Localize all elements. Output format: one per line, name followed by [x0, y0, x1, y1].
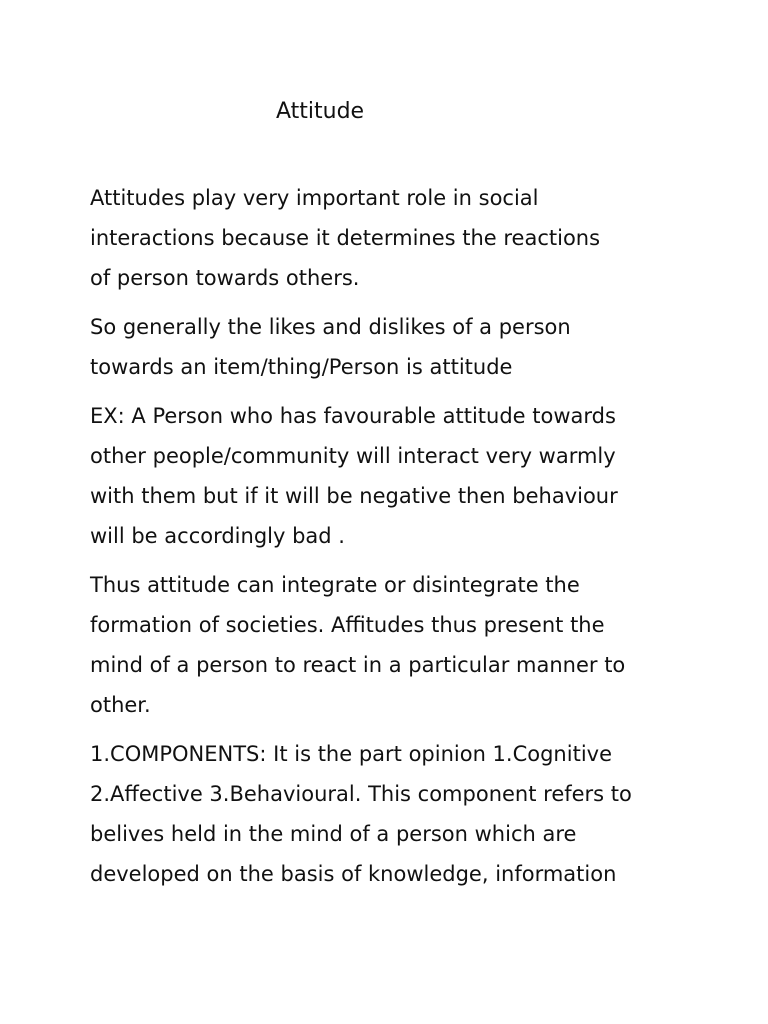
document-title: Attitude — [276, 99, 365, 124]
text-line: 1.COMPONENTS: It is the part opinion 1.Cognitive — [90, 742, 612, 766]
text-line: other. — [90, 693, 151, 717]
paragraph-3 — [90, 396, 690, 556]
text-line: EX: A Person who has favourable attitude towards — [90, 404, 616, 428]
text-line: mind of a person to react in a particular manner to — [90, 653, 626, 677]
text-line: belives held in the mind of a person which are — [90, 822, 577, 846]
document-body — [90, 178, 690, 903]
text-line: Attitudes play very important role in social — [90, 186, 539, 210]
paragraph-5 — [90, 734, 690, 894]
text-line: of person towards others. — [90, 266, 360, 290]
text-line: with them but if it will be negative then behaviour — [90, 484, 618, 508]
text-line: other people/community will interact very warmly — [90, 444, 616, 468]
text-line: will be accordingly bad . — [90, 524, 345, 548]
text-line: So generally the likes and dislikes of a person — [90, 315, 571, 339]
text-line: interactions because it determines the reactions — [90, 226, 601, 250]
paragraph-4 — [90, 565, 690, 725]
text-line: towards an item/thing/Person is attitude — [90, 355, 513, 379]
text-line: Thus attitude can integrate or disintegrate the — [90, 573, 580, 597]
paragraph-1 — [90, 178, 690, 298]
text-line: formation of societies. Affitudes thus present the — [90, 613, 605, 637]
text-line: 2.Affective 3.Behavioural. This component refers to — [90, 782, 632, 806]
paragraph-2 — [90, 307, 690, 387]
text-line: developed on the basis of knowledge, information — [90, 862, 617, 886]
